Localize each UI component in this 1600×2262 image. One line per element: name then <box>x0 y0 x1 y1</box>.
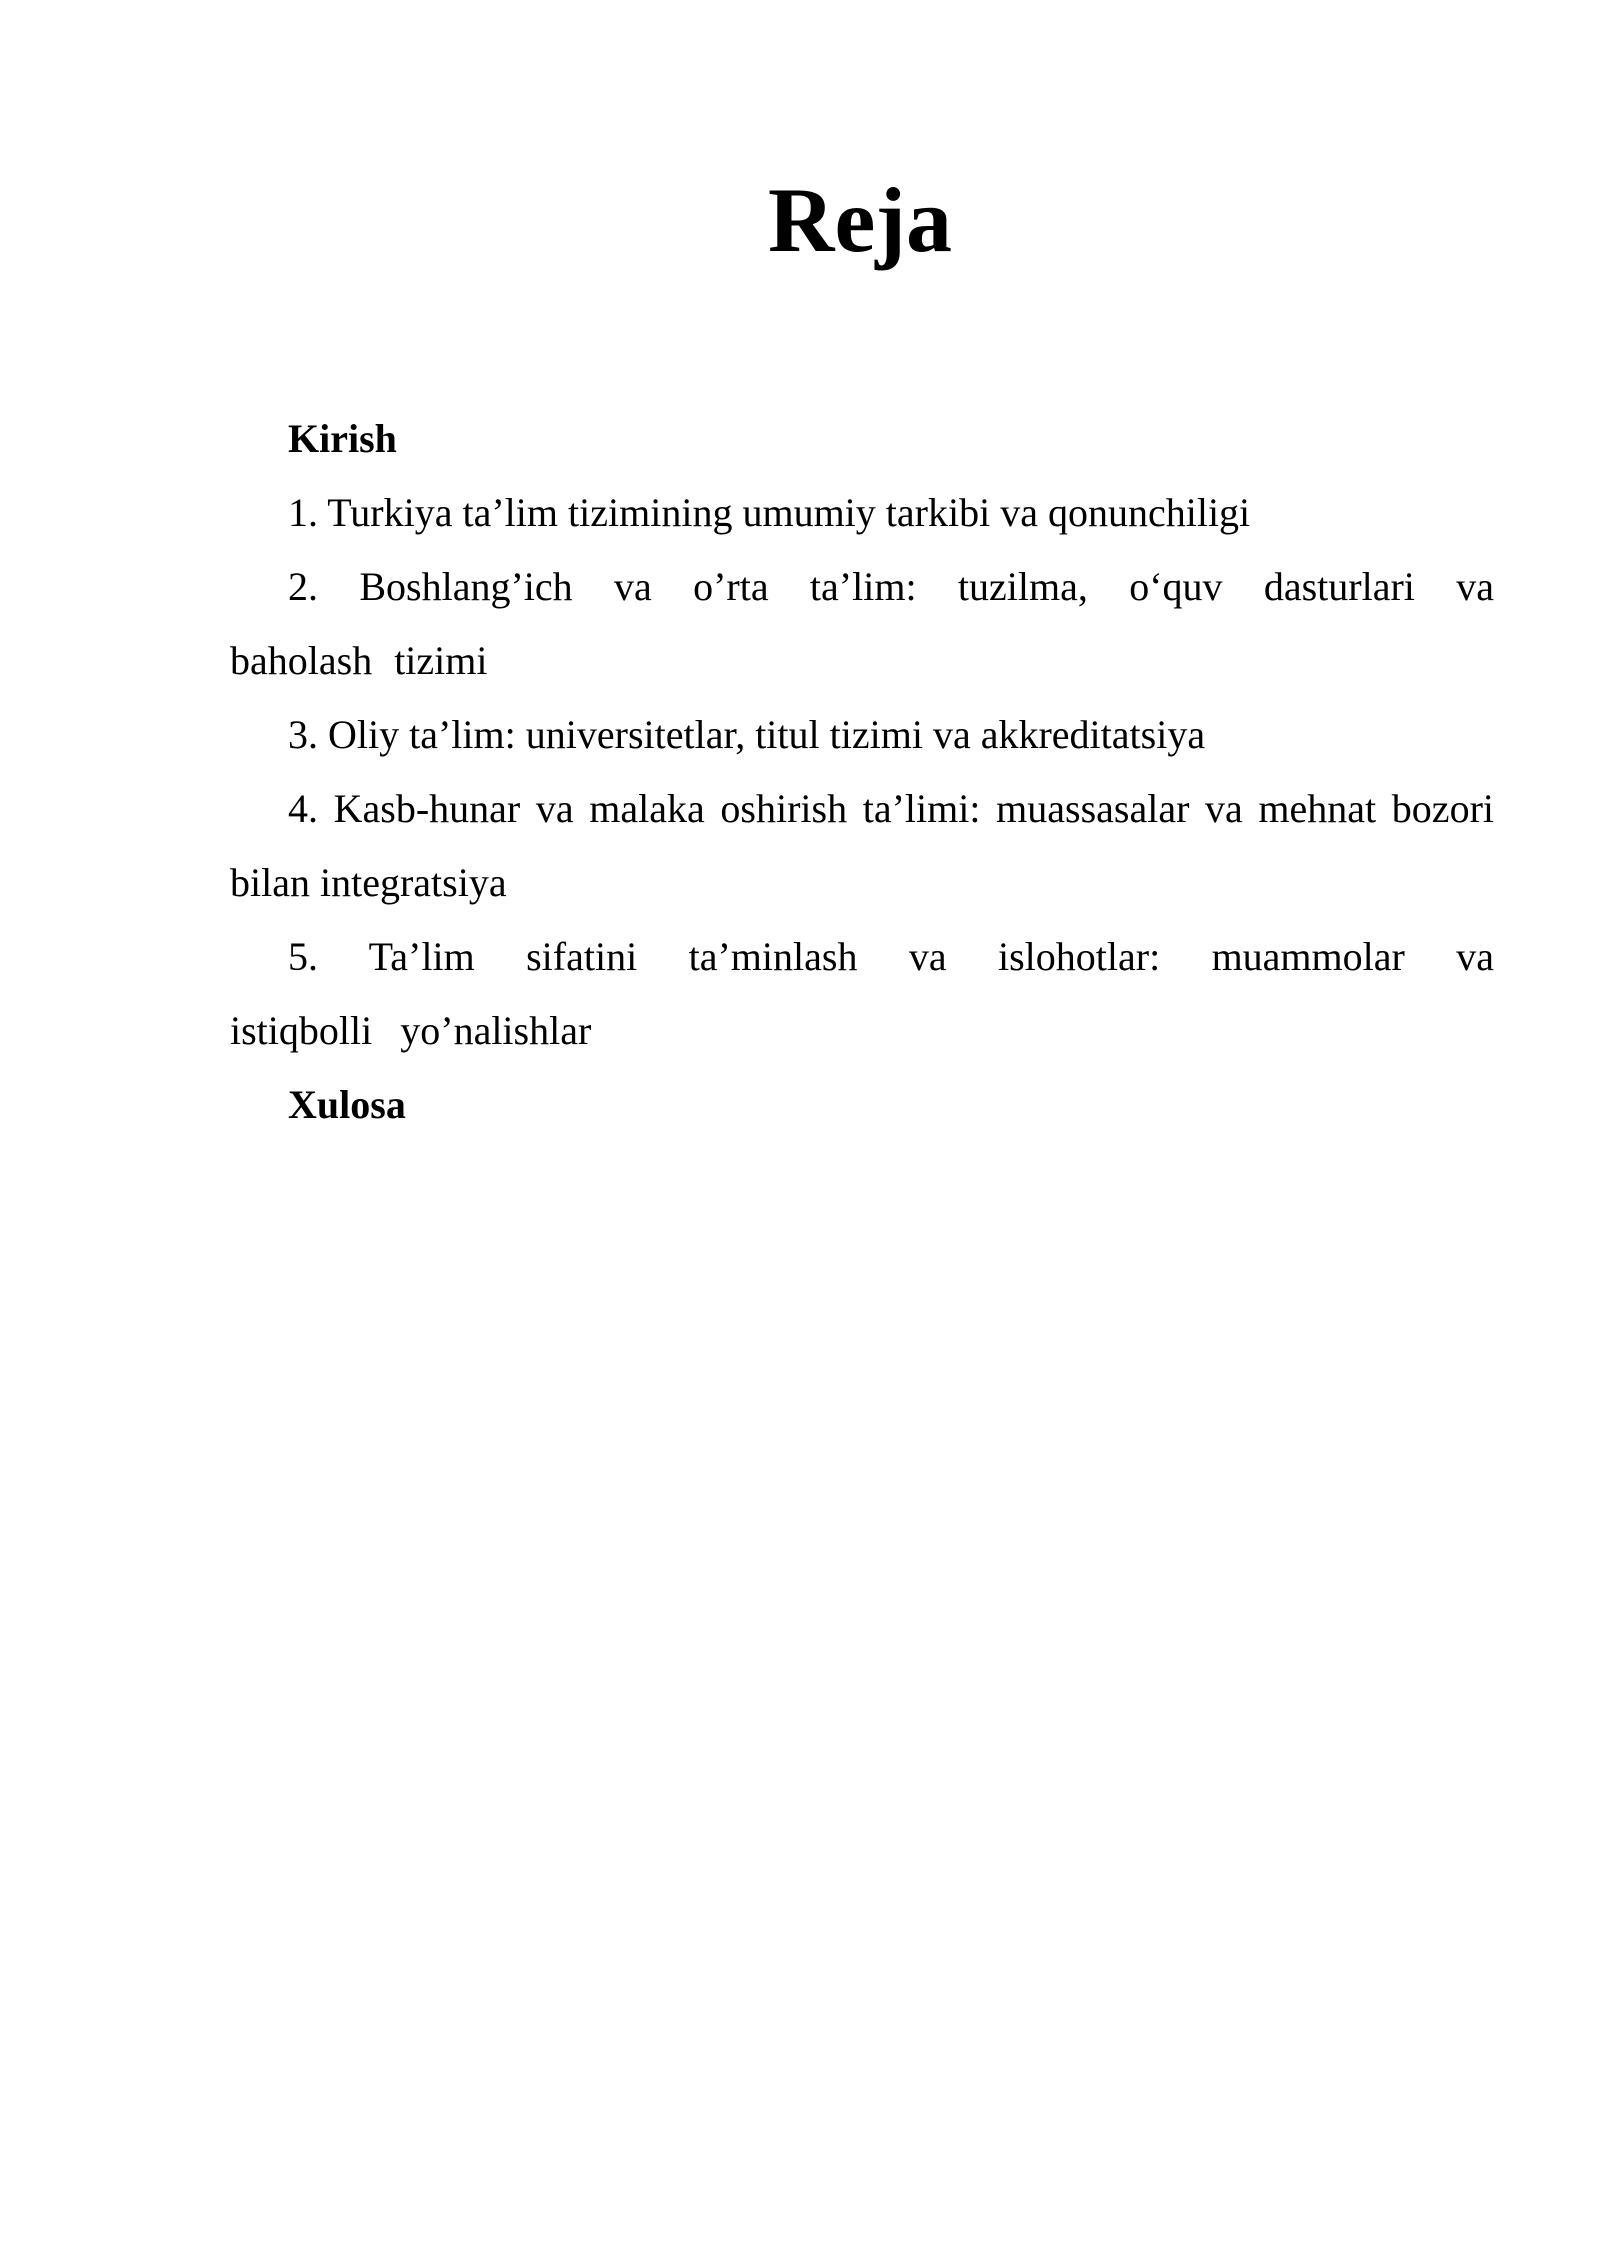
plan-item-1: 1. Turkiya ta’lim tizimining umumiy tarkibi va qonunchiligi <box>288 490 1251 535</box>
page-title: Reja <box>768 169 952 271</box>
plan-item-2: 2. Boshlang’ich va o’rta ta’lim: tuzilma, o‘quv dasturlari va baholash tizimi <box>230 564 1494 683</box>
plan-item-3: 3. Oliy ta’lim: universitetlar, titul tizimi va akkreditatsiya <box>288 712 1206 757</box>
plan-item-4: 4. Kasb-hunar va malaka oshirish ta’limi: muassasalar va mehnat bozori bilan integratsiya <box>230 786 1494 905</box>
conclusion-heading: Xulosa <box>288 1082 406 1127</box>
intro-heading: Kirish <box>288 416 397 461</box>
plan-list <box>230 402 1494 1142</box>
plan-item-5: 5. Ta’lim sifatini ta’minlash va islohotlar: muammolar va istiqbolli yo’nalishlar <box>230 934 1494 1053</box>
